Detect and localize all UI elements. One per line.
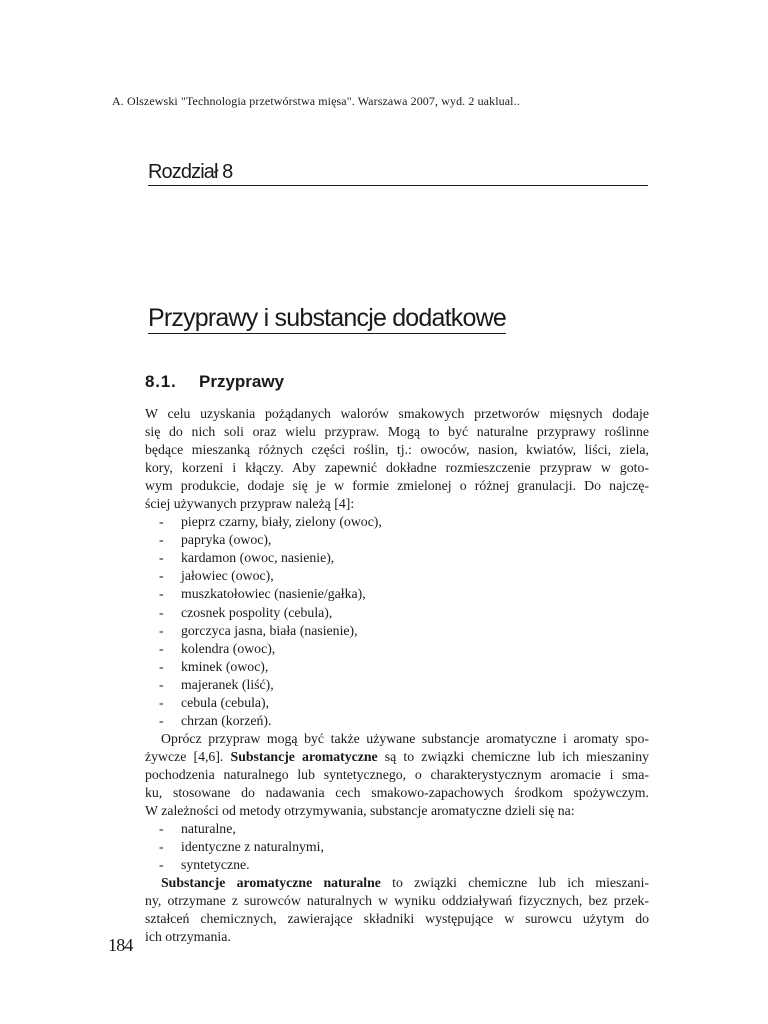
list-dash: -	[159, 694, 164, 710]
list-dash: -	[159, 604, 164, 620]
paragraph-line: się do nich soli oraz wielu przypraw. Mogą to być naturalne przyprawy roślinne	[145, 424, 649, 440]
paragraph-line: W celu uzyskania pożądanych walorów smakowych przetworów mięsnych dodaje	[145, 406, 649, 421]
list-item-text: kardamon (owoc, nasienie),	[181, 550, 335, 566]
paragraph-line: ształceń chemicznych, zawierające składniki występujące w surowcu użytym do	[145, 911, 649, 927]
list-item	[145, 820, 649, 838]
paragraph-line: będące mieszanką różnych części roślin, tj.: owoców, nasion, kwiatów, liści, ziela,	[145, 442, 649, 458]
list-item-text: chrzan (korzeń).	[181, 712, 272, 728]
body-text	[145, 405, 649, 946]
list-dash: -	[159, 658, 164, 674]
list-item	[145, 531, 649, 549]
list-dash: -	[159, 676, 164, 692]
paragraph-line: ny, otrzymane z surowców naturalnych w wyniku oddziaływań fizycznych, bez przek-	[145, 893, 649, 909]
paragraph-line	[145, 748, 649, 766]
list-item	[145, 712, 649, 730]
list-item	[145, 838, 649, 856]
paragraph-line: ściej używanych przypraw należą [4]:	[145, 496, 355, 512]
page-number: 184	[108, 935, 133, 955]
paragraph-natural-aromatics	[145, 874, 649, 946]
list-item	[145, 658, 649, 676]
list-dash: -	[159, 712, 164, 728]
list-item	[145, 585, 649, 603]
list-item-text: pieprz czarny, biały, zielony (owoc),	[181, 514, 382, 530]
paragraph-text: żywcze [4,6].	[145, 748, 231, 764]
list-dash: -	[159, 622, 164, 638]
running-header: A. Olszewski "Technologia przetwórstwa mięsa". Warszawa 2007, wyd. 2 uaklual..	[112, 94, 520, 108]
list-dash: -	[159, 586, 164, 602]
list-item-text: syntetyczne.	[181, 857, 250, 873]
section-heading	[145, 372, 284, 392]
list-item-text: kminek (owoc),	[181, 658, 269, 674]
list-item-text: majeranek (liść),	[181, 676, 274, 692]
list-dash: -	[159, 568, 164, 584]
list-dash: -	[159, 514, 164, 530]
list-dash: -	[159, 821, 164, 837]
list-dash: -	[159, 857, 164, 873]
list-dash: -	[159, 640, 164, 656]
list-item-text: kolendra (owoc),	[181, 640, 276, 656]
list-item	[145, 604, 649, 622]
paragraph-line: wym produkcie, dodaje się je w formie zmielonej o różnej granulacji. Do najczę-	[145, 478, 649, 494]
list-item	[145, 694, 649, 712]
paragraph-line: pochodzenia naturalnego lub syntetycznego, o charakterystycznym aromacie i sma-	[145, 766, 649, 782]
paragraph-aromatics	[145, 730, 649, 820]
list-item-text: jałowiec (owoc),	[181, 568, 274, 584]
section-number: 8.1.	[145, 372, 177, 391]
paragraph-line: ich otrzymania.	[145, 929, 231, 945]
list-item	[145, 549, 649, 567]
list-item	[145, 622, 649, 640]
chapter-title: Przyprawy i substancje dodatkowe	[148, 304, 506, 332]
paragraph-line: ku, stosowane do nadawania cech smakowo-zapachowych środkom spożywczym.	[145, 784, 649, 800]
paragraph-text: są to związki chemiczne lub ich mieszaniny	[377, 748, 650, 764]
paragraph-intro	[145, 405, 649, 513]
chapter-label: Rozdział 8	[148, 160, 648, 186]
spice-list	[145, 513, 649, 730]
paragraph-line: kory, korzeni i kłączy. Aby zapewnić dokładne rozmieszczenie przypraw w goto-	[145, 460, 649, 476]
list-dash: -	[159, 532, 164, 548]
list-dash: -	[159, 839, 164, 855]
list-item-text: naturalne,	[181, 821, 236, 837]
list-dash: -	[159, 550, 164, 566]
bold-term: Substancje aromatyczne	[230, 748, 378, 764]
list-item	[145, 567, 649, 585]
bold-term: Substancje aromatyczne naturalne	[161, 875, 381, 891]
list-item	[145, 856, 649, 874]
list-item-text: muszkatołowiec (nasienie/gałka),	[181, 586, 366, 602]
list-item-text: cebula (cebula),	[181, 694, 270, 710]
paragraph-line: Oprócz przypraw mogą być także używane substancje aromatyczne i aromaty spo-	[161, 730, 649, 746]
paragraph-line	[145, 874, 649, 892]
list-item	[145, 676, 649, 694]
paragraph-text: to związki chemiczne lub ich mieszani-	[380, 875, 649, 891]
list-item	[145, 640, 649, 658]
paragraph-line: W zależności od metody otrzymywania, substancje aromatyczne dzieli się na:	[145, 803, 575, 819]
list-item-text: czosnek pospolity (cebula),	[181, 604, 333, 620]
list-item-text: identyczne z naturalnymi,	[181, 839, 324, 855]
list-item	[145, 513, 649, 531]
list-item-text: papryka (owoc),	[181, 532, 272, 548]
aromatics-type-list	[145, 820, 649, 874]
list-item-text: gorczyca jasna, biała (nasienie),	[181, 622, 358, 638]
section-title: Przyprawy	[199, 372, 285, 391]
